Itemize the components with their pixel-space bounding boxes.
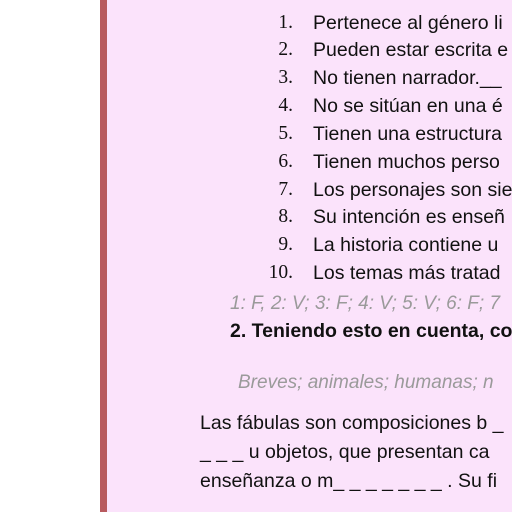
list-item xyxy=(0,64,512,92)
list-item-number: 3. xyxy=(278,67,293,88)
list-item xyxy=(0,92,512,120)
paragraph-line: Las fábulas son composiciones b _ xyxy=(200,412,504,434)
list-item-text: No tienen narrador.__ xyxy=(313,67,502,89)
list-item-text: Los personajes son sie xyxy=(313,179,512,201)
word-bank: Breves; animales; humanas; n xyxy=(238,372,494,393)
list-item xyxy=(0,231,512,259)
list-item xyxy=(0,148,512,176)
list-item-number: 6. xyxy=(278,151,293,172)
list-item xyxy=(0,9,512,37)
list-item-text: Su intención es enseñ xyxy=(313,206,505,228)
paragraph-line: enseñanza o m_ _ _ _ _ _ _ . Su fi xyxy=(200,470,498,492)
paragraph-line: _ _ _ u objetos, que presentan ca xyxy=(200,441,490,463)
list-item xyxy=(0,259,512,287)
list-item xyxy=(0,120,512,148)
list-item-number: 5. xyxy=(278,123,293,144)
list-item-text: No se sitúan en una é xyxy=(313,95,503,117)
list-item-text: Tienen muchos perso xyxy=(313,151,500,173)
question-heading: 2. Teniendo esto en cuenta, co xyxy=(230,320,512,342)
list-item-number: 10. xyxy=(268,262,293,283)
list-item-number: 1. xyxy=(278,12,293,33)
list-item-text: Los temas más tratad xyxy=(313,262,501,284)
list-item xyxy=(0,36,512,64)
answer-key: 1: F, 2: V; 3: F; 4: V; 5: V; 6: F; 7 xyxy=(230,293,501,314)
list-item-text: Pertenece al género li xyxy=(313,12,503,34)
list-item xyxy=(0,203,512,231)
list-item-text: La historia contiene u xyxy=(313,234,499,256)
list-item-number: 9. xyxy=(278,234,293,255)
list-item-text: Tienen una estructura xyxy=(313,123,502,145)
list-item xyxy=(0,176,512,204)
list-item-text: Pueden estar escrita e xyxy=(313,39,509,61)
list-item-number: 7. xyxy=(278,179,293,200)
list-item-number: 8. xyxy=(278,206,293,227)
list-item-number: 2. xyxy=(278,39,293,60)
list-item-number: 4. xyxy=(278,95,293,116)
